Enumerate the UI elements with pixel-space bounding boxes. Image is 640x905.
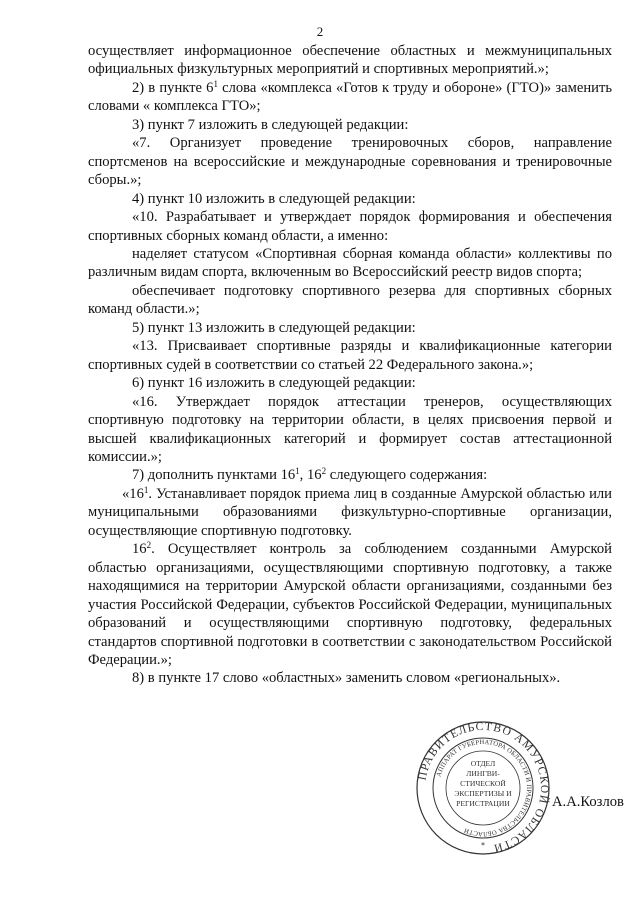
- svg-text:АППАРАТ ГУБЕРНАТОРА ОБЛАСТИ И: [436, 739, 533, 837]
- superscript: 2: [146, 540, 152, 551]
- paragraph: [88, 245, 612, 282]
- superscript: 1: [213, 78, 218, 89]
- text-run: «7. Организует проведение тренировочных сборов, направление спортсменов на всероссийские и международные соревнования и тренировочные сборы.»;: [88, 135, 612, 189]
- paragraph: [88, 374, 612, 392]
- seal-center-line: ЛИНГВИ-: [466, 769, 500, 778]
- text-run: «16: [122, 485, 144, 502]
- text-run: осуществляет информационное обеспечение областных и межмуниципальных официальных физкультурных мероприятий и спортивных мероприятий.»;: [88, 43, 612, 78]
- text-run: 7) дополнить пунктами 16: [132, 467, 296, 484]
- paragraph: [88, 79, 612, 116]
- seal-stamp-icon: [415, 720, 551, 856]
- text-run: 4) пункт 10 изложить в следующей редакции:: [132, 190, 416, 207]
- paragraph: [88, 319, 612, 337]
- text-run: . Осуществляет контроль за соблюдением созданными Амурской областью организациями, осуществляющими спортивную подготовку, а также находящимися на территории Амурской области организациями, созданными без участия Российской Федерации, субъектов Российской Федерации, муниципальных образований и осуществляющими спортивную подготовку, федеральных стандартов спортивной подготовки в соответствии с законодательством Российской Федерации.»;: [88, 541, 612, 668]
- text-run: 8) в пункте 17 слово «областных» заменить словом «региональных».: [132, 670, 561, 687]
- seal-center-line: РЕГИСТРАЦИИ: [456, 799, 510, 808]
- seal-center-line: ЭКСПЕРТИЗЫ И: [454, 789, 512, 798]
- seal-inner-text: АППАРАТ ГУБЕРНАТОРА ОБЛАСТИ И ПРАВИТЕЛЬСТВА ОБЛАСТИ: [435, 738, 533, 838]
- text-run: обеспечивает подготовку спортивного резерва для спортивных сборных команд области.»;: [88, 282, 612, 318]
- text-run: , 16: [299, 467, 322, 484]
- text-run: слова «комплекса «Готов к труду и обороне» (ГТО)» заменить словами « комплекса ГТО»;: [88, 79, 612, 115]
- text-run: наделяет статусом «Спортивная сборная команда области» коллективы по различным видам спорта, включенным во Всероссийский реестр видов спорта;: [88, 245, 612, 281]
- text-run: 5) пункт 13 изложить в следующей редакции:: [132, 319, 416, 336]
- page-number: 2: [316, 24, 324, 39]
- text-run: . Устанавливает порядок приема лиц в созданные Амурской областью или муниципальными образованиями физкультурно-спортивные организации, осуществляющие спортивную подготовку.: [88, 485, 612, 539]
- seal-center-line: СТИЧЕСКОЙ: [460, 779, 506, 788]
- paragraph: [88, 393, 612, 467]
- seal-center-line: ОТДЕЛ: [470, 759, 496, 768]
- svg-text:*: *: [481, 841, 485, 850]
- official-seal: [415, 720, 551, 856]
- seal-outer-text: ПРАВИТЕЛЬСТВО АМУРСКОЙ ОБЛАСТИ: [416, 720, 551, 855]
- text-run: «10. Разрабатывает и утверждает порядок формирования и обеспечения спортивных сборных команд области, а именно:: [88, 209, 612, 244]
- paragraph: [88, 485, 612, 540]
- paragraph: [88, 208, 612, 245]
- text-run: «13. Присваивает спортивные разряды и квалификационные категории спортивных судей в соответствии со статьей 22 Федерального закона.»;: [88, 338, 612, 373]
- document-body: [88, 42, 612, 688]
- paragraph: [88, 282, 612, 319]
- superscript: 2: [321, 466, 327, 477]
- superscript: 1: [295, 466, 300, 477]
- text-run: 6) пункт 16 изложить в следующей редакции:: [132, 375, 416, 392]
- paragraph: [88, 190, 612, 208]
- superscript: 1: [143, 484, 149, 495]
- signatory-name: А.А.Козлов: [552, 794, 624, 810]
- paragraph: [88, 669, 612, 687]
- paragraph: [88, 466, 612, 484]
- text-run: 16: [132, 541, 147, 558]
- paragraph: [88, 337, 612, 374]
- text-run: следующего содержания:: [326, 467, 488, 484]
- paragraph: [88, 116, 612, 134]
- paragraph: [88, 540, 612, 669]
- text-run: 3) пункт 7 изложить в следующей редакции:: [132, 116, 409, 133]
- paragraph: [88, 42, 612, 79]
- text-run: 2) в пункте 6: [132, 79, 214, 96]
- paragraph: [88, 134, 612, 189]
- text-run: «16. Утверждает порядок аттестации тренеров, осуществляющих спортивную подготовку на территории области, в целях присвоения первой и высшей квалификационных категорий и формирует состав аттестационной комиссии.»;: [88, 393, 612, 465]
